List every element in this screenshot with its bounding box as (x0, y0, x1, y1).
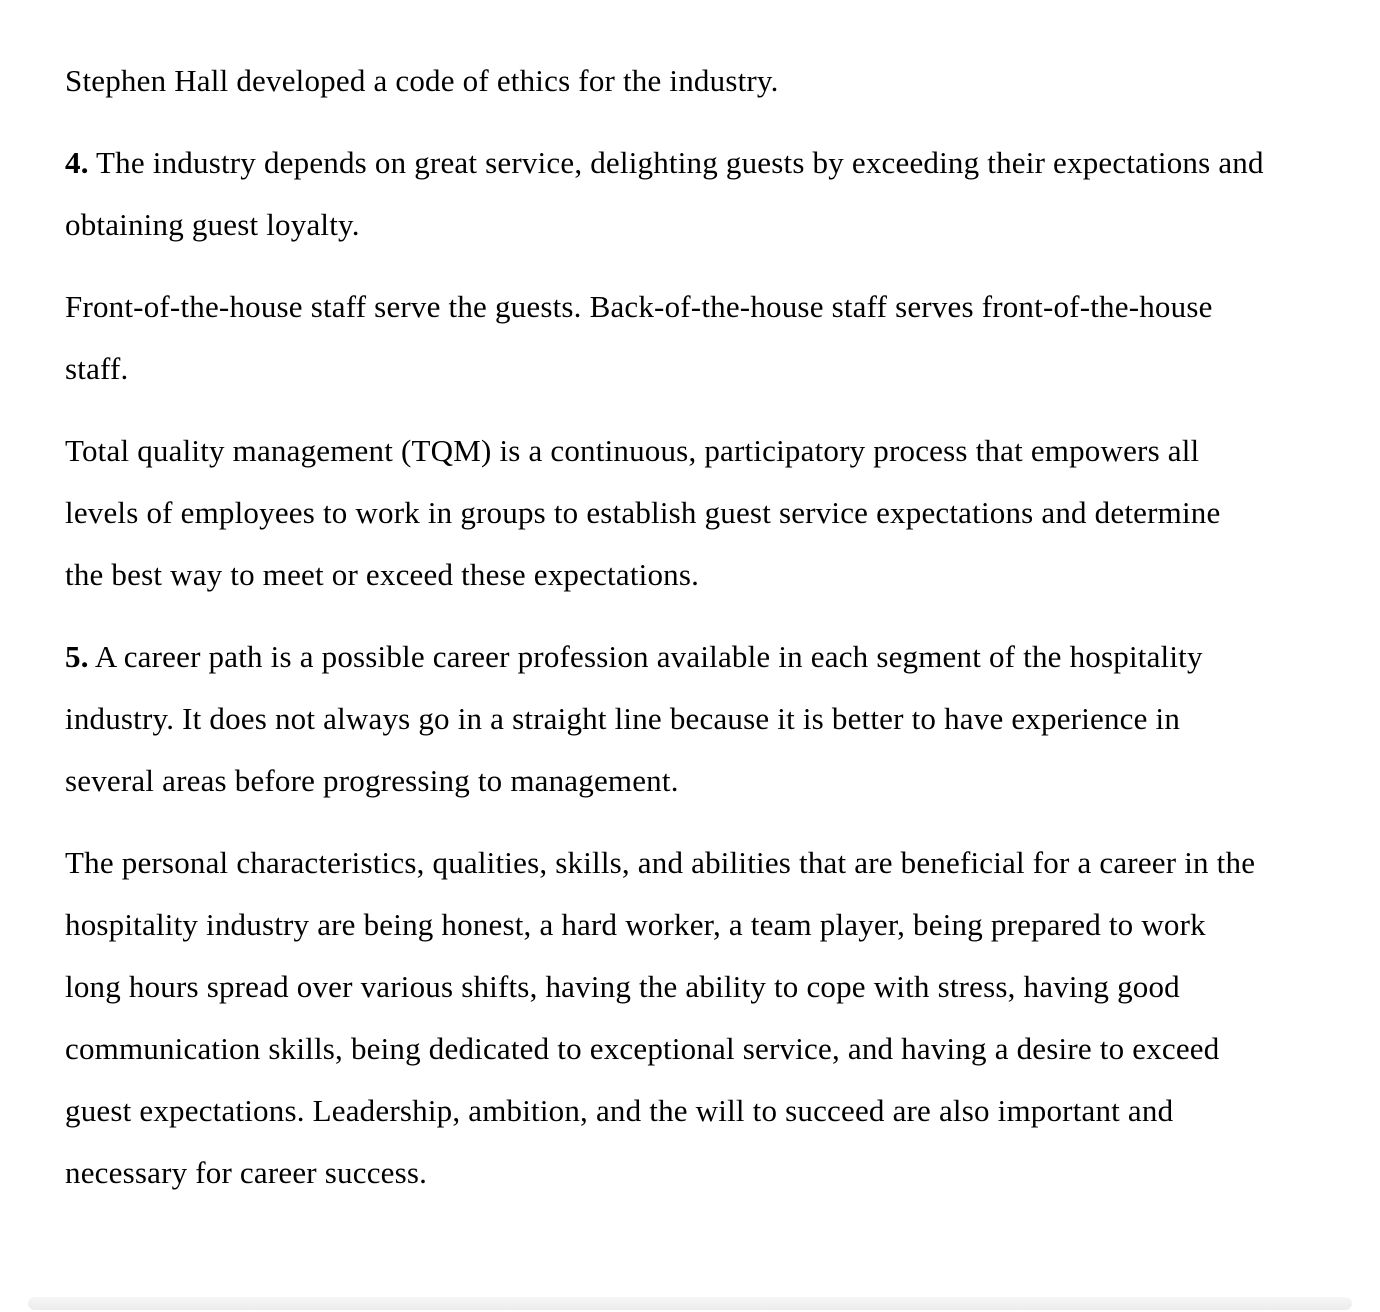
paragraph-text: Stephen Hall developed a code of ethics for the industry. (65, 63, 779, 98)
paragraph-text: The personal characteristics, qualities, skills, and abilities that are beneficial for a career in the hospitality industry are being honest, a hard worker, a team player, being prepared to work long hours spread over various shifts, having the ability to cope with stress, having good communication skills, being dedicated to exceptional service, and having a desire to exceed guest expectations. Leadership, ambition, and the will to succeed are also important and necessary for career success. (65, 845, 1256, 1190)
horizontal-scrollbar[interactable] (28, 1297, 1352, 1310)
paragraph (65, 420, 1265, 606)
document-text-area (65, 50, 1265, 1224)
paragraph (65, 276, 1265, 400)
paragraph-number: 4. (65, 145, 89, 180)
paragraph (65, 50, 1265, 112)
paragraph (65, 832, 1265, 1204)
paragraph-text: A career path is a possible career profession available in each segment of the hospitality industry. It does not always go in a straight line because it is better to have experience in several areas before progressing to management. (65, 639, 1203, 798)
paragraph-text: Front-of-the-house staff serve the guests. Back-of-the-house staff serves front-of-the-house staff. (65, 289, 1213, 386)
paragraph (65, 132, 1265, 256)
paragraph-text: The industry depends on great service, delighting guests by exceeding their expectations and obtaining guest loyalty. (65, 145, 1264, 242)
paragraph-number: 5. (65, 639, 89, 674)
paragraph (65, 626, 1265, 812)
paragraph-text: Total quality management (TQM) is a continuous, participatory process that empowers all levels of employees to work in groups to establish guest service expectations and determine the best way to meet or exceed these expectations. (65, 433, 1221, 592)
